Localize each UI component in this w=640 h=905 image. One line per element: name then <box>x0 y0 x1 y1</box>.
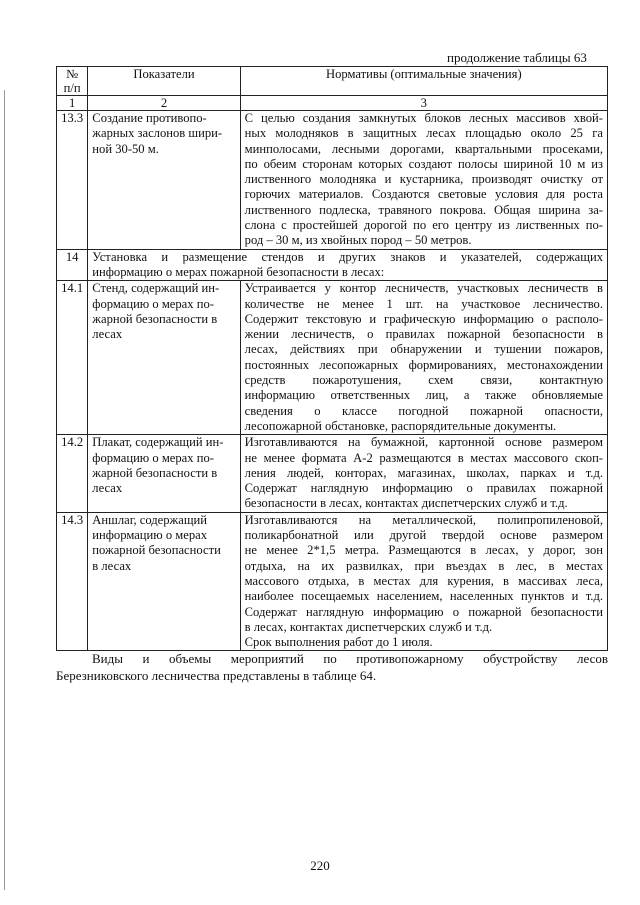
table-continuation-note: продолжение таблицы 63 <box>447 50 587 65</box>
column-number: 1 <box>57 96 88 111</box>
row-indicator <box>88 512 240 651</box>
norm-line: Содержат наглядную информацию о пожарной безопасности <box>244 604 603 619</box>
indicator-line: жарной безопасности в <box>92 465 218 480</box>
norm-line: не менее формата А-2 размещаются в местах массового скоп- <box>244 450 603 465</box>
row-number: 13.3 <box>57 111 88 250</box>
norm-line: поликарбонатной или другой твердой основе размером <box>244 528 603 543</box>
norm-line: безопасности в лесах, контактах диспетчерских служб и т.д. <box>244 496 568 511</box>
row-number: 14.2 <box>57 435 88 512</box>
norm-line: ления людей, конторах, магазинах, школах, парках и т.д. <box>244 465 603 480</box>
norm-line: лесах, действиях при обнаружении и тушении пожаров, <box>244 342 603 357</box>
section-title-line: Установка и размещение стендов и других знаков и указателей, содержащих <box>92 249 603 264</box>
indicator-line: формацию о мерах по- <box>92 296 214 311</box>
norm-line: сведения о классе погодной пожарной опасности, <box>244 403 603 418</box>
norm-line: по обеим сторонам которых создают полосы шириной 10 м из <box>244 156 603 171</box>
indicator-line: пожарной безопасности <box>92 543 221 558</box>
norm-line: С целью создания замкнутых блоков лесных массивов хвой- <box>244 111 603 125</box>
column-number: 2 <box>88 96 240 111</box>
header-number: № п/п <box>57 67 88 96</box>
norm-line: отдыха, на их развилках, при въездах в лес, в местах <box>244 558 603 573</box>
indicator-line: жарных заслонов шири- <box>92 126 223 141</box>
row-norm <box>240 512 607 651</box>
norm-line: лиственного подлеска, травяного покрова. Общая ширина за- <box>244 202 603 217</box>
norm-line: информацию ответственных лиц, а также обновляемые <box>244 388 603 403</box>
indicator-line: Создание противопо- <box>92 111 207 125</box>
indicator-line: информацию о мерах <box>92 528 208 543</box>
row-indicator <box>88 435 240 512</box>
indicator-line: жарной безопасности в <box>92 311 218 326</box>
norm-line: не менее 2*1,5 метра. Размещаются в лесах, у дорог, зон <box>244 543 603 558</box>
section-number: 14 <box>57 249 88 281</box>
section-title <box>88 249 608 281</box>
norm-line: Изготавливаются на бумажной, картонной основе размером <box>244 435 603 450</box>
column-number: 3 <box>240 96 607 111</box>
norm-line: минполосами, лесными дорогами, квартальными просеками, <box>244 141 603 156</box>
norm-line: наиболее посещаемых населением, населенных пунктов и т.д. <box>244 589 603 604</box>
norm-line: постоянных лесопожарных формированиях, местонахождении <box>244 357 603 372</box>
norm-line: ных молодняков в защитных лесах площадью около 25 га <box>244 126 603 141</box>
norms-table <box>56 66 608 651</box>
norm-line: жении лесничеств, о правилах пожарной безопасности в <box>244 327 603 342</box>
body-paragraph <box>56 650 608 684</box>
row-number: 14.3 <box>57 512 88 651</box>
page-number: 220 <box>310 858 330 873</box>
paragraph-line: Березниковского лесничества представлены в таблице 64. <box>56 668 377 683</box>
indicator-line: Стенд, содержащий ин- <box>92 281 220 296</box>
norm-line: Содержат наглядную информацию о правилах пожарной <box>244 481 603 496</box>
norm-line: Изготавливаются на металлической, полипропиленовой, <box>244 512 603 527</box>
header-norms: Нормативы (оптимальные значения) <box>240 67 607 96</box>
indicator-line: Аншлаг, содержащий <box>92 512 208 527</box>
indicator-line: ной 30-50 м. <box>92 141 159 156</box>
section-title-line: информацию о мерах пожарной безопасности в лесах: <box>92 264 385 279</box>
row-norm <box>240 111 607 250</box>
norm-line: Устраивается у контор лесничеств, участковых лесничеств в <box>244 281 603 296</box>
column-number-row <box>57 96 608 111</box>
norm-line: количестве не менее 1 шт. на участковое лесничество. <box>244 296 603 311</box>
norm-line: Срок выполнения работ до 1 июля. <box>244 635 433 650</box>
norm-line: Содержит текстовую и графическую информацию о располо- <box>244 311 603 326</box>
indicator-line: формацию о мерах по- <box>92 450 214 465</box>
norm-line: лиственного молодняка и кустарника, производят очистку от <box>244 172 603 187</box>
norm-line: лесопожарной обстановке, распорядительные документы. <box>244 418 557 433</box>
indicator-line: лесах <box>92 481 123 496</box>
paragraph-line: Виды и объемы мероприятий по противопожарному обустройству лесов <box>92 651 608 666</box>
header-indicators: Показатели <box>88 67 240 96</box>
indicator-line: в лесах <box>92 558 132 573</box>
row-norm <box>240 281 607 435</box>
indicator-line: лесах <box>92 327 123 342</box>
indicator-line: Плакат, содержащий ин- <box>92 435 224 450</box>
table-row <box>57 435 608 512</box>
row-norm <box>240 435 607 512</box>
norm-line: в лесах, контактах диспетчерских служб и т.д. <box>244 619 493 634</box>
norm-line: горючих материалов. Создаются световые условия для роста <box>244 187 603 202</box>
scan-edge-line <box>4 90 5 890</box>
norm-line: средств пожаротушения, схем связи, контактную <box>244 373 603 388</box>
row-indicator <box>88 111 240 250</box>
norm-line: род – 30 м, из хвойных пород – 50 метров. <box>244 233 472 248</box>
table-row <box>57 111 608 250</box>
row-indicator <box>88 281 240 435</box>
norm-line: слона с простейшей дорогой по его центру из лиственных по- <box>244 218 603 233</box>
table-row <box>57 512 608 651</box>
norm-line: массового отдыха, в местах для курения, в массивах леса, <box>244 573 603 588</box>
row-number: 14.1 <box>57 281 88 435</box>
table-row <box>57 281 608 435</box>
section-row <box>57 249 608 281</box>
table-header-row <box>57 67 608 96</box>
